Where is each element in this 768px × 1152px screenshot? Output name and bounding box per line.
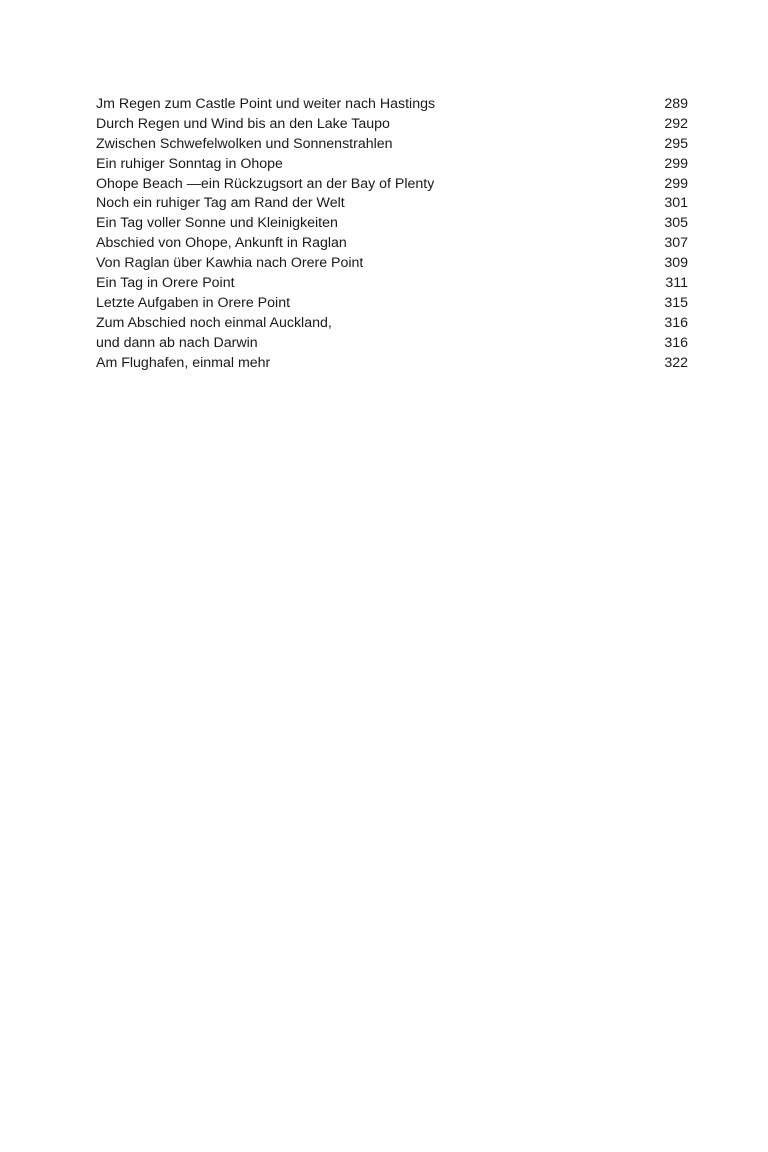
toc-entry xyxy=(96,214,688,234)
toc-entry-page: 315 xyxy=(664,294,688,311)
toc-entry-title: Von Raglan über Kawhia nach Orere Point xyxy=(96,255,364,272)
toc-entry-title: Zwischen Schwefelwolken und Sonnenstrahlen xyxy=(96,135,393,152)
toc-entry-title: Letzte Aufgaben in Orere Point xyxy=(96,294,291,311)
toc-entry xyxy=(96,314,688,334)
toc-entry-page: 316 xyxy=(664,334,688,351)
toc-entry-title: Ohope Beach —ein Rückzugsort an der Bay of Plenty xyxy=(96,175,435,192)
toc-entry xyxy=(96,274,688,294)
toc-entry-title: und dann ab nach Darwin xyxy=(96,334,258,351)
toc-entry-page: 295 xyxy=(664,135,688,152)
toc-entry-title: Ein ruhiger Sonntag in Ohope xyxy=(96,155,283,172)
toc-entry xyxy=(96,95,688,115)
toc-entry-title: Abschied von Ohope, Ankunft in Raglan xyxy=(96,235,347,252)
toc-entry-page: 305 xyxy=(664,215,688,232)
toc-entry xyxy=(96,254,688,274)
toc-entry-title: Am Flughafen, einmal mehr xyxy=(96,354,271,371)
toc-entry xyxy=(96,334,688,354)
toc-entry-title: Ein Tag in Orere Point xyxy=(96,275,235,292)
toc-entry xyxy=(96,194,688,214)
toc-entry-page: 307 xyxy=(664,235,688,252)
toc-entry-page: 289 xyxy=(664,96,688,112)
toc-entry-title: Noch ein ruhiger Tag am Rand der Welt xyxy=(96,195,345,212)
toc-entry xyxy=(96,175,688,195)
toc-entry-page: 301 xyxy=(664,195,688,212)
toc-entry xyxy=(96,294,688,314)
toc-entry xyxy=(96,234,688,254)
toc-entry-page: 299 xyxy=(664,175,688,192)
toc-entry-title: Zum Abschied noch einmal Auckland, xyxy=(96,314,332,331)
toc-entry-page: 309 xyxy=(664,255,688,272)
toc-entry-title: Jm Regen zum Castle Point und weiter nach Hastings xyxy=(96,96,436,112)
toc-entry xyxy=(96,155,688,175)
toc-entry-page: 322 xyxy=(664,354,688,371)
table-of-contents xyxy=(96,95,688,373)
toc-entry xyxy=(96,115,688,135)
toc-entry-page: 316 xyxy=(664,314,688,331)
toc-entry xyxy=(96,135,688,155)
toc-entry-page: 292 xyxy=(664,115,688,132)
toc-entry xyxy=(96,354,688,374)
toc-entry-title: Durch Regen und Wind bis an den Lake Taupo xyxy=(96,115,390,132)
toc-entry-title: Ein Tag voller Sonne und Kleinigkeiten xyxy=(96,215,338,232)
toc-entry-page: 299 xyxy=(664,155,688,172)
toc-entry-page: 311 xyxy=(665,275,688,292)
